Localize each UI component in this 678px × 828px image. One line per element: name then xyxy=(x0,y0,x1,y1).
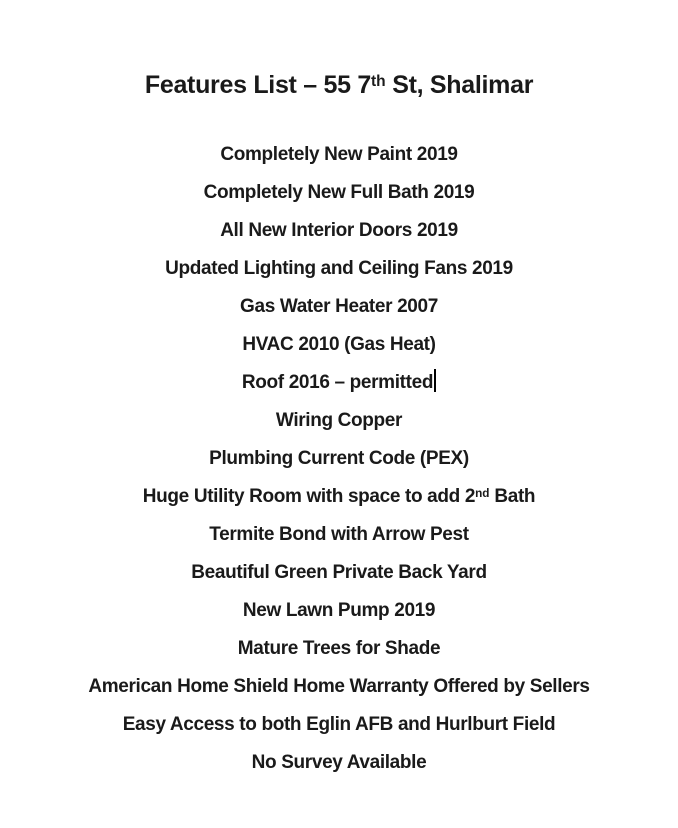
feature-item[interactable] xyxy=(0,174,678,212)
text-run: Completely New Full Bath 2019 xyxy=(203,182,475,203)
text-run: Huge Utility Room with space to add 2 xyxy=(142,486,476,507)
text-run: Completely New Paint 2019 xyxy=(220,144,458,165)
text-run: Termite Bond with Arrow Pest xyxy=(209,524,469,545)
superscript-text: nd xyxy=(475,486,490,500)
feature-item[interactable] xyxy=(0,668,678,706)
text-run: Easy Access to both Eglin AFB and Hurlburt Field xyxy=(122,714,556,735)
text-run: Plumbing Current Code (PEX) xyxy=(209,448,469,469)
features-list xyxy=(0,136,678,782)
feature-item[interactable] xyxy=(0,250,678,288)
text-run: Wiring Copper xyxy=(275,410,403,431)
text-run: New Lawn Pump 2019 xyxy=(242,600,436,621)
feature-item[interactable] xyxy=(0,478,678,516)
feature-item[interactable] xyxy=(0,516,678,554)
text-run: No Survey Available xyxy=(251,752,427,773)
feature-item[interactable] xyxy=(0,136,678,174)
feature-item[interactable] xyxy=(0,440,678,478)
feature-item[interactable] xyxy=(0,630,678,668)
feature-item[interactable] xyxy=(0,364,678,402)
feature-item[interactable] xyxy=(0,288,678,326)
text-run: Roof 2016 – permitted xyxy=(241,372,434,393)
feature-item[interactable] xyxy=(0,212,678,250)
feature-item[interactable] xyxy=(0,706,678,744)
text-run: Bath xyxy=(489,486,536,507)
text-run: Features List – 55 7 xyxy=(144,71,371,99)
text-run: Updated Lighting and Ceiling Fans 2019 xyxy=(165,258,513,279)
feature-item[interactable] xyxy=(0,402,678,440)
document-title[interactable] xyxy=(0,67,678,107)
text-cursor xyxy=(434,369,436,392)
feature-item[interactable] xyxy=(0,744,678,782)
text-run: All New Interior Doors 2019 xyxy=(220,220,458,241)
text-run: Gas Water Heater 2007 xyxy=(240,296,438,317)
text-run: Beautiful Green Private Back Yard xyxy=(191,562,487,583)
text-run: Mature Trees for Shade xyxy=(237,638,441,659)
feature-item[interactable] xyxy=(0,326,678,364)
superscript-text: th xyxy=(370,73,386,91)
feature-item[interactable] xyxy=(0,554,678,592)
feature-item[interactable] xyxy=(0,592,678,630)
text-run: HVAC 2010 (Gas Heat) xyxy=(242,334,436,355)
text-run: American Home Shield Home Warranty Offered by Sellers xyxy=(88,676,590,697)
text-run: St, Shalimar xyxy=(385,71,534,99)
